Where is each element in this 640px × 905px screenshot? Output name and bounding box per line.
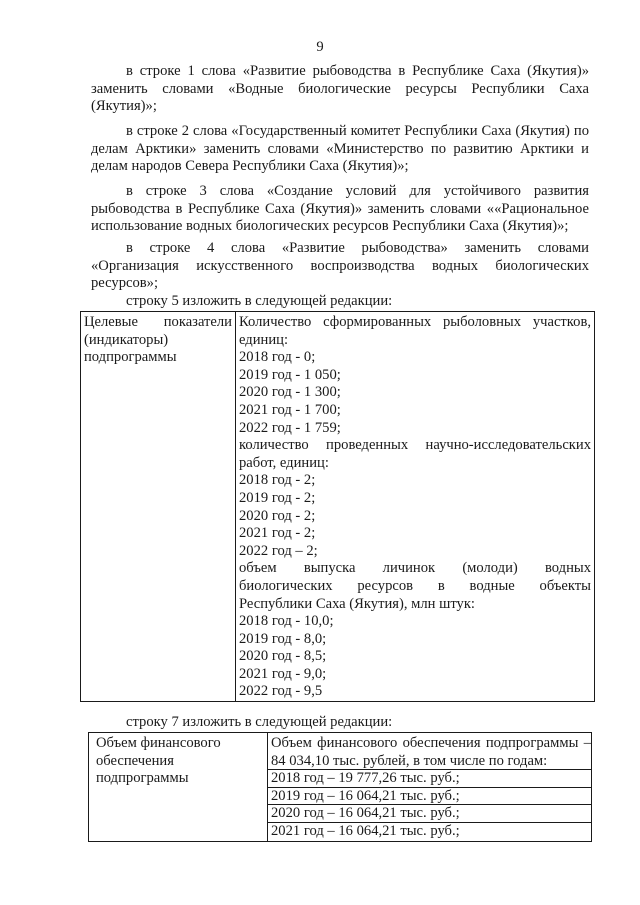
cell-line: 2020 год – 16 064,21 тыс. руб.;	[268, 805, 591, 823]
cell-line: объем выпуска личинок (молоди) водных	[239, 560, 591, 577]
cell-line: 2021 год - 9,0;	[239, 665, 327, 682]
cell-line: 2022 год - 9,5	[239, 683, 323, 700]
cell-line: 2019 год – 16 064,21 тыс. руб.;	[268, 788, 591, 806]
target-indicators-table	[80, 311, 595, 702]
paragraph-row1: в строке 1 слова «Развитие рыбоводства в Республике Саха (Якутия)» заменить словами «Водные биологические ресурсы Республики Саха (Якутия)»;	[91, 63, 589, 115]
cell-line: подпрограммы	[96, 770, 189, 787]
page-number: 9	[316, 39, 324, 55]
cell-line: 2018 год - 2;	[239, 472, 316, 489]
cell-line: Целевые показатели	[84, 314, 232, 330]
cell-line: 2019 год - 2;	[239, 489, 316, 506]
paragraph-row2: в строке 2 слова «Государственный комитет Республики Саха (Якутия) по делам Арктики» заменить словами «Министерство по развитию Арктики и делам народов Севера Республики Саха (Якутия)»;	[91, 123, 589, 175]
cell-line: биологических ресурсов в водные объекты	[239, 577, 591, 594]
cell-line: 84 034,10 тыс. рублей, в том числе по годам:	[268, 753, 591, 771]
financing-label-cell	[89, 733, 268, 842]
row5-intro: строку 5 изложить в следующей редакции:	[126, 293, 393, 309]
cell-line: 2021 год - 2;	[239, 525, 316, 542]
cell-line: 2020 год - 1 300;	[239, 384, 341, 401]
cell-line: 2022 год – 2;	[239, 542, 318, 559]
cell-line: 2022 год - 1 759;	[239, 419, 341, 436]
cell-line: количество проведенных научно-исследовательских	[239, 437, 591, 454]
cell-line: 2018 год - 0;	[239, 349, 316, 366]
cell-line: Количество сформированных рыболовных участков,	[239, 314, 591, 330]
cell-line: подпрограммы	[84, 349, 177, 366]
cell-line: 2020 год - 8,5;	[239, 648, 327, 665]
cell-line: единиц:	[239, 331, 289, 348]
paragraph-row3: в строке 3 слова «Создание условий для устойчивого развития рыбоводства в Республике Саха (Якутия)» заменить словами ««Рациональное использование водных биологических ресурсов Республики Саха (Якутия)»;	[91, 183, 589, 235]
cell-line: 2021 год - 1 700;	[239, 401, 341, 418]
cell-line: Объем финансового обеспечения подпрограммы –	[271, 735, 591, 751]
cell-line: 2018 год - 10,0;	[239, 613, 334, 630]
cell-line: 2018 год – 19 777,26 тыс. руб.;	[268, 770, 591, 788]
cell-line: обеспечения	[96, 752, 174, 769]
cell-line: Республики Саха (Якутия), млн штук:	[239, 595, 475, 612]
paragraph-row4: в строке 4 слова «Развитие рыбоводства» заменить словами «Организация искусственного воспроизводства водных биологических ресурсов»;	[91, 240, 589, 292]
cell-line: работ, единиц:	[239, 454, 329, 471]
financing-values-cell	[268, 733, 592, 842]
cell-line: 2019 год - 8,0;	[239, 630, 327, 647]
cell-line: (индикаторы)	[84, 331, 169, 348]
cell-line: 2019 год - 1 050;	[239, 366, 341, 383]
cell-line: 2020 год - 2;	[239, 507, 316, 524]
cell-line: Объем финансового	[96, 735, 221, 751]
cell-line: 2021 год – 16 064,21 тыс. руб.;	[271, 822, 460, 839]
indicators-values-cell	[236, 312, 595, 702]
indicators-label-cell	[81, 312, 236, 702]
row7-intro: строку 7 изложить в следующей редакции:	[126, 714, 393, 730]
financing-table	[88, 732, 592, 842]
